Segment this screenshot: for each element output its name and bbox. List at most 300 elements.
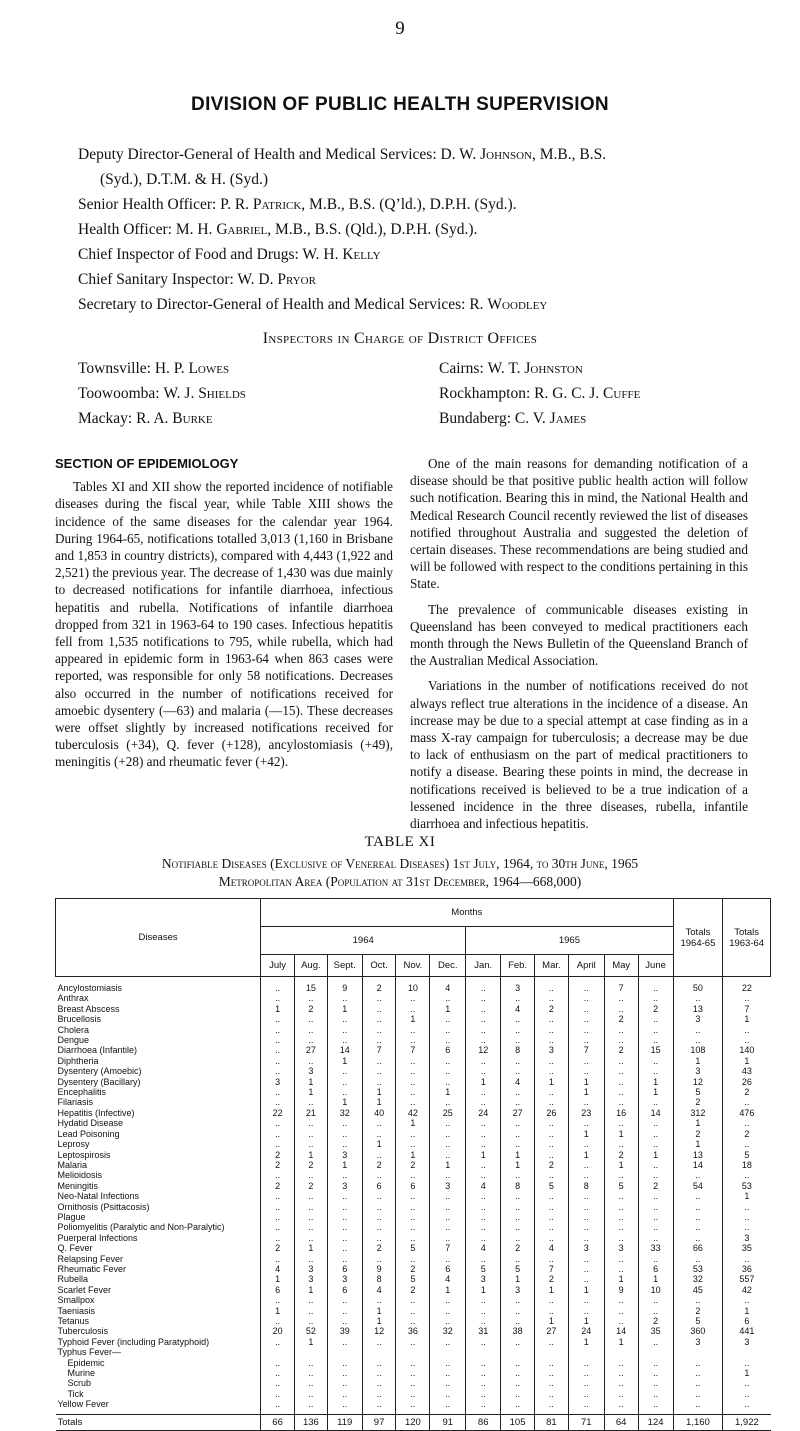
table-cell: 14 — [604, 1326, 638, 1336]
table-cell — [362, 1347, 396, 1357]
inspector-name: C. V. James — [514, 410, 587, 427]
table-cell: 312 — [673, 1108, 723, 1118]
table-cell: .. — [327, 1077, 362, 1087]
table-cell: .. — [604, 1097, 638, 1107]
table-cell: 38 — [501, 1326, 535, 1336]
table-cell: .. — [466, 1025, 501, 1035]
table-cell: .. — [294, 993, 327, 1003]
table-cell: .. — [534, 1212, 568, 1222]
table-cell: .. — [604, 1212, 638, 1222]
table-cell: .. — [568, 1306, 604, 1316]
header-month: Mar. — [534, 955, 568, 977]
table-cell: .. — [638, 1129, 673, 1139]
table-cell: 21 — [294, 1108, 327, 1118]
table-cell: .. — [327, 993, 362, 1003]
table-cell: .. — [327, 1191, 362, 1201]
table-cell — [466, 1347, 501, 1357]
table-cell: .. — [673, 993, 723, 1003]
table-cell: .. — [638, 1139, 673, 1149]
total-cell: 120 — [396, 1414, 430, 1430]
table-cell: 5 — [534, 1181, 568, 1191]
total-cell: 119 — [327, 1414, 362, 1430]
table-cell: 1 — [261, 1004, 295, 1014]
table-cell: .. — [327, 1066, 362, 1076]
table-cell: 2 — [638, 1181, 673, 1191]
table-cell: 18 — [723, 1160, 771, 1170]
table-cell: 6 — [327, 1285, 362, 1295]
table-cell: .. — [638, 1066, 673, 1076]
table-cell: .. — [294, 1399, 327, 1414]
table-cell: .. — [501, 1337, 535, 1347]
table-cell: .. — [294, 1056, 327, 1066]
table-cell: .. — [294, 1368, 327, 1378]
table-cell: .. — [638, 1378, 673, 1388]
inspector-name: W. T. Johnston — [487, 360, 583, 377]
table-cell: .. — [327, 1399, 362, 1414]
table-cell: .. — [396, 1097, 430, 1107]
table-row — [56, 1368, 771, 1378]
table-cell: .. — [501, 1306, 535, 1316]
table-cell: 1 — [723, 1306, 771, 1316]
table-cell: 1 — [534, 1285, 568, 1295]
table-cell: .. — [723, 1035, 771, 1045]
table-cell: .. — [362, 1399, 396, 1414]
disease-name: Typhus Fever— — [57, 1347, 122, 1358]
total-cell: 97 — [362, 1414, 396, 1430]
staff-line: (Syd.), D.T.M. & H. (Syd.) — [100, 171, 269, 188]
table-cell: .. — [604, 1254, 638, 1264]
table-row — [56, 1243, 771, 1253]
table-cell: .. — [568, 993, 604, 1003]
table-cell: .. — [362, 1254, 396, 1264]
disease-name: Ancylostomiasis — [57, 983, 123, 993]
disease-name: Smallpox — [57, 1295, 95, 1306]
table-cell: .. — [294, 1254, 327, 1264]
table-cell: .. — [327, 1129, 362, 1139]
table-cell: 26 — [723, 1077, 771, 1087]
table-cell: .. — [430, 1066, 466, 1076]
table-cell: .. — [430, 1025, 466, 1035]
table-cell: .. — [501, 1087, 535, 1097]
table-cell: 7 — [362, 1045, 396, 1055]
staff-line: Deputy Director-General of Health and Medical Services: D. W. Johnson, M.B., B.S. — [78, 146, 607, 163]
table-row — [56, 1389, 771, 1399]
table-cell: 3 — [723, 1337, 771, 1347]
table-cell: .. — [466, 1222, 501, 1232]
table-row — [56, 1274, 771, 1284]
staff-line: Health Officer: M. H. Gabriel, M.B., B.S. (Qld.), D.P.H. (Syd.). — [78, 221, 478, 238]
table-cell: .. — [673, 1035, 723, 1045]
table-cell: .. — [638, 1233, 673, 1243]
table-cell: 13 — [673, 1004, 723, 1014]
table-cell: 1 — [362, 1087, 396, 1097]
table-cell: .. — [430, 1358, 466, 1368]
header-month: July — [261, 955, 295, 977]
table-row — [56, 1014, 771, 1024]
table-cell: .. — [638, 1160, 673, 1170]
table-cell: .. — [723, 1378, 771, 1388]
table-cell: 1 — [396, 1118, 430, 1128]
table-cell: .. — [396, 1358, 430, 1368]
table-cell: .. — [430, 1150, 466, 1160]
table-row — [56, 1306, 771, 1316]
table-cell: .. — [466, 1202, 501, 1212]
table-cell: .. — [638, 1035, 673, 1045]
table-cell: .. — [534, 1139, 568, 1149]
table-cell: .. — [604, 1056, 638, 1066]
table-cell: 6 — [261, 1285, 295, 1295]
disease-name: Relapsing Fever — [57, 1253, 124, 1264]
table-cell: 8 — [362, 1274, 396, 1284]
table-cell: 1 — [466, 1150, 501, 1160]
table-cell: 5 — [396, 1243, 430, 1253]
table-cell: .. — [723, 1399, 771, 1414]
table-cell: .. — [501, 1399, 535, 1414]
table-row — [56, 1150, 771, 1160]
table-cell: 23 — [568, 1108, 604, 1118]
table-cell: .. — [568, 1202, 604, 1212]
table-cell: 5 — [673, 1316, 723, 1326]
table-cell: 3 — [294, 1066, 327, 1076]
table-cell: 39 — [327, 1326, 362, 1336]
table-cell: 1 — [362, 1306, 396, 1316]
disease-name: Tetanus — [57, 1316, 90, 1326]
table-cell: .. — [673, 1170, 723, 1180]
table-cell: 16 — [604, 1108, 638, 1118]
table-cell: .. — [568, 1399, 604, 1414]
table-cell: .. — [261, 1170, 295, 1180]
staff-surname: Pryor — [277, 271, 316, 288]
table-cell: .. — [362, 1118, 396, 1128]
table-cell: 1 — [534, 1077, 568, 1087]
table-cell: .. — [362, 1368, 396, 1378]
table-cell: 2 — [396, 1264, 430, 1274]
table-cell: 4 — [466, 1243, 501, 1253]
table-cell: 1 — [466, 1285, 501, 1295]
table-cell: 7 — [568, 1045, 604, 1055]
table-cell: 1 — [261, 1306, 295, 1316]
table-cell: .. — [362, 1129, 396, 1139]
table-cell: .. — [294, 1097, 327, 1107]
table-cell: .. — [261, 1066, 295, 1076]
table-cell: .. — [396, 1295, 430, 1305]
staff-line: Chief Inspector of Food and Drugs: W. H. Kelly — [78, 246, 381, 263]
table-cell: 2 — [501, 1243, 535, 1253]
table-cell: .. — [673, 1191, 723, 1201]
table-cell: 3 — [568, 1243, 604, 1253]
table-cell: 7 — [430, 1243, 466, 1253]
disease-name: Tick — [67, 1388, 84, 1399]
table-cell: .. — [638, 1337, 673, 1347]
table-cell — [568, 1347, 604, 1357]
table-row — [56, 1295, 771, 1305]
table-cell: .. — [327, 1202, 362, 1212]
table-cell: 3 — [327, 1150, 362, 1160]
table-cell: .. — [568, 1389, 604, 1399]
disease-name: Epidemic — [67, 1357, 105, 1368]
table-cell: .. — [604, 1378, 638, 1388]
table-cell: .. — [604, 1264, 638, 1274]
table-cell — [294, 1347, 327, 1357]
table-cell: .. — [430, 1295, 466, 1305]
table-cell: .. — [362, 1212, 396, 1222]
notifiable-diseases-table — [55, 898, 771, 1431]
table-cell: .. — [261, 1087, 295, 1097]
table-row — [56, 1254, 771, 1264]
table-cell: .. — [396, 1378, 430, 1388]
table-cell: .. — [604, 1087, 638, 1097]
table-cell: .. — [568, 1191, 604, 1201]
table-cell: .. — [568, 1056, 604, 1066]
table-cell: .. — [568, 1097, 604, 1107]
table-cell: 14 — [638, 1108, 673, 1118]
table-cell: 8 — [501, 1181, 535, 1191]
header-month: Feb. — [501, 955, 535, 977]
table-cell: 42 — [723, 1285, 771, 1295]
table-cell: .. — [466, 1118, 501, 1128]
table-cell: 2 — [723, 1087, 771, 1097]
table-cell: .. — [430, 1118, 466, 1128]
table-row — [56, 1025, 771, 1035]
table-cell: .. — [604, 1066, 638, 1076]
table-cell: .. — [501, 1118, 535, 1128]
disease-name: Melioidosis — [57, 1170, 103, 1181]
table-cell: .. — [638, 1097, 673, 1107]
table-cell: .. — [294, 1233, 327, 1243]
table-cell: .. — [362, 1066, 396, 1076]
table-cell: .. — [430, 1337, 466, 1347]
table-cell: 1 — [723, 1191, 771, 1201]
table-cell: 32 — [673, 1274, 723, 1284]
section-heading: SECTION OF EPIDEMIOLOGY — [55, 456, 239, 471]
header-totals-1963-64: Totals 1963-64 — [723, 899, 771, 977]
table-cell: 50 — [673, 977, 723, 994]
table-cell: .. — [604, 1316, 638, 1326]
table-cell: .. — [327, 1035, 362, 1045]
table-caption-line1: Notifiable Diseases (Exclusive of Venereal Diseases) 1st July, 1964, to 30th June, 1965 — [161, 856, 639, 871]
table-cell: 54 — [673, 1181, 723, 1191]
table-cell: 1 — [430, 1285, 466, 1295]
table-cell: .. — [327, 1118, 362, 1128]
table-cell: .. — [261, 1097, 295, 1107]
table-cell: .. — [604, 1295, 638, 1305]
table-cell: 7 — [604, 977, 638, 994]
disease-name: Yellow Fever — [57, 1399, 109, 1410]
table-cell — [261, 1347, 295, 1357]
table-row — [56, 1181, 771, 1191]
table-cell: .. — [362, 1014, 396, 1024]
header-month: Jan. — [466, 955, 501, 977]
table-cell: 3 — [673, 1014, 723, 1024]
table-cell: .. — [673, 1295, 723, 1305]
table-cell: .. — [638, 1118, 673, 1128]
division-title: DIVISION OF PUBLIC HEALTH SUPERVISION — [191, 94, 609, 115]
inspector-right: Cairns: W. T. Johnston — [439, 360, 583, 377]
table-cell: .. — [294, 1191, 327, 1201]
table-cell: .. — [501, 1035, 535, 1045]
table-cell: .. — [261, 1399, 295, 1414]
table-cell: .. — [396, 1056, 430, 1066]
table-cell: 1 — [723, 1368, 771, 1378]
table-cell: .. — [327, 1389, 362, 1399]
table-cell: 2 — [396, 1285, 430, 1295]
table-cell: .. — [534, 1150, 568, 1160]
table-cell: .. — [568, 1139, 604, 1149]
table-cell: .. — [638, 1222, 673, 1232]
table-cell: 1 — [568, 1337, 604, 1347]
table-cell: .. — [430, 1316, 466, 1326]
table-cell: .. — [534, 977, 568, 994]
inspectors-list — [78, 356, 718, 431]
table-cell: .. — [430, 1056, 466, 1066]
disease-name: Brucellosis — [57, 1014, 102, 1025]
table-cell: .. — [501, 1014, 535, 1024]
table-cell: .. — [568, 1212, 604, 1222]
table-cell: .. — [396, 1025, 430, 1035]
table-cell: 2 — [638, 1316, 673, 1326]
table-cell: 45 — [673, 1285, 723, 1295]
table-cell: 12 — [362, 1326, 396, 1336]
table-cell: .. — [327, 1306, 362, 1316]
table-cell: 22 — [261, 1108, 295, 1118]
table-cell: .. — [638, 1254, 673, 1264]
table-cell: .. — [568, 1368, 604, 1378]
table-cell: .. — [501, 1233, 535, 1243]
table-cell: .. — [362, 1378, 396, 1388]
table-cell: 1 — [501, 1274, 535, 1284]
table-cell: .. — [501, 1389, 535, 1399]
table-cell: .. — [261, 1129, 295, 1139]
table-cell: .. — [396, 1077, 430, 1087]
table-cell: .. — [638, 1212, 673, 1222]
table-cell: .. — [501, 1056, 535, 1066]
table-cell: 140 — [723, 1045, 771, 1055]
table-cell: 3 — [261, 1077, 295, 1087]
table-cell: .. — [638, 1202, 673, 1212]
table-cell: .. — [430, 1399, 466, 1414]
table-cell: 26 — [534, 1108, 568, 1118]
table-cell: 5 — [723, 1150, 771, 1160]
table-row — [56, 1035, 771, 1045]
table-cell: .. — [327, 1170, 362, 1180]
table-cell: .. — [261, 1368, 295, 1378]
table-cell: .. — [466, 1056, 501, 1066]
table-cell: .. — [430, 1378, 466, 1388]
table-cell: 1 — [723, 1056, 771, 1066]
table-cell: .. — [501, 1129, 535, 1139]
table-cell: .. — [362, 1025, 396, 1035]
table-cell — [501, 1347, 535, 1357]
table-cell: .. — [604, 1118, 638, 1128]
table-cell: .. — [396, 1222, 430, 1232]
table-cell: 1 — [673, 1139, 723, 1149]
table-cell: .. — [534, 1306, 568, 1316]
table-cell: 2 — [294, 1160, 327, 1170]
table-row — [56, 1160, 771, 1170]
table-cell: .. — [466, 1316, 501, 1326]
table-cell: .. — [327, 1233, 362, 1243]
paragraph: The prevalence of communicable diseases existing in Queensland has been conveyed to medical practitioners each month through the News Bulletin of the Queensland Branch of the Australian Medical Association. — [410, 601, 748, 669]
table-row — [56, 1004, 771, 1014]
table-cell: .. — [327, 1316, 362, 1326]
table-cell: .. — [604, 1202, 638, 1212]
table-row — [56, 1264, 771, 1274]
table-cell: .. — [534, 1191, 568, 1201]
table-cell: 42 — [396, 1108, 430, 1118]
table-cell: .. — [673, 1202, 723, 1212]
table-cell: 1 — [430, 1087, 466, 1097]
table-cell: .. — [723, 1118, 771, 1128]
table-row — [56, 1347, 771, 1357]
table-cell: .. — [362, 1150, 396, 1160]
table-cell: 4 — [466, 1181, 501, 1191]
table-row — [56, 1399, 771, 1414]
table-cell: .. — [604, 1222, 638, 1232]
table-cell: .. — [294, 1378, 327, 1388]
inspectors-heading: Inspectors in Charge of District Offices — [262, 330, 538, 347]
table-cell: .. — [396, 1202, 430, 1212]
table-cell: 6 — [430, 1264, 466, 1274]
table-cell: 1 — [294, 1087, 327, 1097]
table-cell: .. — [534, 1066, 568, 1076]
table-cell: .. — [568, 1378, 604, 1388]
table-cell: .. — [568, 1004, 604, 1014]
table-cell: .. — [261, 1139, 295, 1149]
table-cell: .. — [723, 1295, 771, 1305]
table-cell: .. — [604, 1306, 638, 1316]
table-cell: .. — [430, 1170, 466, 1180]
table-cell: .. — [362, 1170, 396, 1180]
table-cell: .. — [396, 1368, 430, 1378]
table-cell: 36 — [723, 1264, 771, 1274]
table-cell: .. — [362, 1202, 396, 1212]
table-cell: .. — [568, 1233, 604, 1243]
table-cell: .. — [261, 1295, 295, 1305]
total-cell: 64 — [604, 1414, 638, 1430]
table-cell: .. — [501, 1316, 535, 1326]
table-row — [56, 1097, 771, 1107]
disease-name: Meningitis — [57, 1180, 99, 1191]
table-cell: .. — [723, 1202, 771, 1212]
table-cell: 1 — [294, 1243, 327, 1253]
table-cell: .. — [362, 1337, 396, 1347]
disease-name: Rubella — [57, 1274, 89, 1285]
table-cell: .. — [261, 1233, 295, 1243]
table-cell: 2 — [673, 1129, 723, 1139]
table-cell: 1 — [638, 1077, 673, 1087]
table-cell: 2 — [294, 1181, 327, 1191]
table-cell: .. — [430, 1202, 466, 1212]
total-cell: 91 — [430, 1414, 466, 1430]
table-cell: 108 — [673, 1045, 723, 1055]
table-cell: 2 — [534, 1160, 568, 1170]
table-cell: .. — [362, 1035, 396, 1045]
table-cell: .. — [534, 1399, 568, 1414]
table-cell: .. — [430, 1077, 466, 1087]
table-cell: .. — [534, 1118, 568, 1128]
header-month: Sept. — [327, 955, 362, 977]
disease-name: Leprosy — [57, 1139, 90, 1150]
table-cell: 9 — [362, 1264, 396, 1274]
table-cell: .. — [362, 1295, 396, 1305]
table-cell: .. — [466, 1170, 501, 1180]
table-cell: .. — [430, 993, 466, 1003]
table-cell: .. — [638, 1358, 673, 1368]
table-row — [56, 1212, 771, 1222]
disease-name: Breast Abscess — [57, 1003, 120, 1014]
header-month: Dec. — [430, 955, 466, 977]
table-cell: 1 — [638, 1274, 673, 1284]
